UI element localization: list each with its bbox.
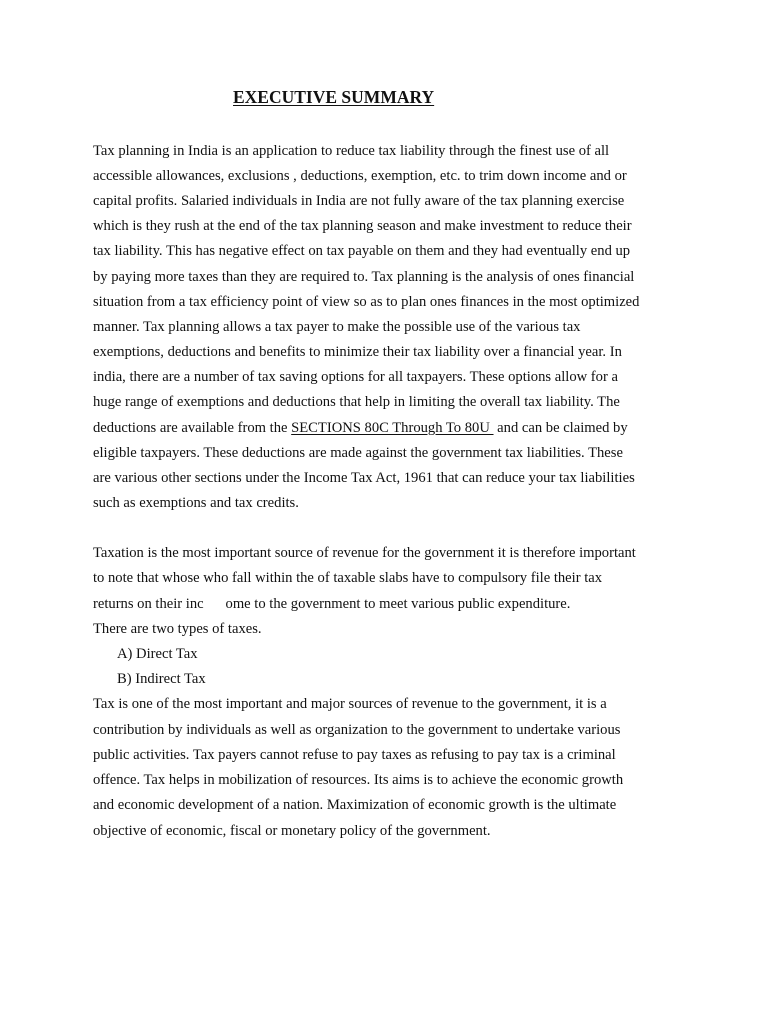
paragraph-1-line-12 [93,418,628,438]
paragraph-1-line-1: Tax planning in India is an application to reduce tax liability through the finest use of all [93,143,610,159]
paragraph-1-line-14: are various other sections under the Income Tax Act, 1961 that can reduce your tax liabilities [93,470,635,486]
paragraph-2-line-1: Taxation is the most important source of revenue for the government it is therefore important [93,545,636,561]
list-item-indirect-tax: B) Indirect Tax [117,671,206,687]
paragraph-2-line-4: There are two types of taxes. [93,621,262,637]
paragraph-3-line-3: public activities. Tax payers cannot refuse to pay taxes as refusing to pay tax is a criminal [93,747,616,763]
paragraph-1-line-5: tax liability. This has negative effect on tax payable on them and they had eventually end up [93,243,631,259]
paragraph-3-line-5: and economic development of a nation. Maximization of economic growth is the ultimate [93,797,617,813]
paragraph-3-line-6: objective of economic, fiscal or monetary policy of the government. [93,823,491,839]
paragraph-1-line-10: india, there are a number of tax saving options for all taxpayers. These options allow for a [93,369,618,385]
list-item-direct-tax: A) Direct Tax [117,646,198,662]
paragraph-1-line-3: capital profits. Salaried individuals in India are not fully aware of the tax planning exercise [93,193,625,209]
sections-80c-80u-reference: SECTIONS 80C Through To 80U [291,420,494,436]
paragraph-1-line-7: situation from a tax efficiency point of view so as to plan ones finances in the most optimized [93,294,640,310]
paragraph-1-line-4: which is they rush at the end of the tax planning season and make investment to reduce their [93,218,632,234]
paragraph-3-line-2: contribution by individuals as well as organization to the government to undertake various [93,722,621,738]
paragraph-1-line-8: manner. Tax planning allows a tax payer to make the possible use of the various tax [93,319,581,335]
page-title: EXECUTIVE SUMMARY [233,87,435,107]
paragraph-1-line-6: by paying more taxes than they are required to. Tax planning is the analysis of ones financial [93,269,635,285]
paragraph-2-line-3: returns on their inc ome to the government to meet various public expenditure. [93,596,571,612]
paragraph-1-line-12-post: and can be claimed by [493,420,628,436]
paragraph-1-line-12-pre: deductions are available from the [93,420,292,436]
paragraph-2-line-2: to note that whose who fall within the of taxable slabs have to compulsory file their tax [93,570,603,586]
paragraph-3-line-4: offence. Tax helps in mobilization of resources. Its aims is to achieve the economic growth [93,772,624,788]
paragraph-3-line-1: Tax is one of the most important and major sources of revenue to the government, it is a [93,696,607,712]
paragraph-1-line-9: exemptions, deductions and benefits to minimize their tax liability over a financial year. In [93,344,622,360]
paragraph-1-line-2: accessible allowances, exclusions , deductions, exemption, etc. to trim down income and or [93,168,627,184]
paragraph-1-line-11: huge range of exemptions and deductions that help in limiting the overall tax liability. The [93,394,620,410]
paragraph-1-line-13: eligible taxpayers. These deductions are made against the government tax liabilities. These [93,445,623,461]
paragraph-1-line-15: such as exemptions and tax credits. [93,495,299,511]
